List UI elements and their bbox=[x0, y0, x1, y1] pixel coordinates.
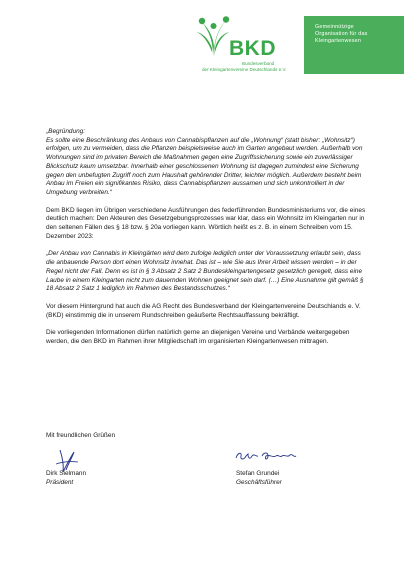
signature-stefan-grundei bbox=[234, 448, 314, 464]
plant-leaves-icon bbox=[196, 16, 230, 56]
organization-band bbox=[304, 16, 404, 74]
logo-text: BKD bbox=[229, 37, 276, 60]
paragraph-distribution: Die vorliegenden Informationen dürfen natürlich gerne an diejenigen Vereine und Verbände weitergegeben werden, die den BKD im Rahmen ihrer Mitgliedschaft im organisierten Kleingartenwesen mittragen. bbox=[46, 329, 350, 346]
letterhead bbox=[0, 0, 404, 90]
signatory-right-name: Stefan Grundei bbox=[236, 470, 280, 477]
tagline-line2: Organisation für das bbox=[315, 31, 368, 38]
quoted-letter-excerpt: „Der Anbau von Cannabis in Kleingärten wird dem zufolge lediglich unter der Voraussetzung erlaubt sein, dass die anbauende Person dort einen Wohnsitz innehat. Das ist – wie Sie aus Ihrer Arbeit wissen werden – in der Regel nicht der Fall. Denn es ist in § 3 Absatz 2 Satz 2 Bundeskleingartengesetz gesetzlich geregelt, dass eine Laube in einem Kleingarten nicht zum dauernden Wohnen geeignet sein darf. (…) Eine Ausnahme gilt gemäß § 18 Absatz 2 Satz 1 lediglich im Rahmen des Bestandsschutzes.“ bbox=[46, 250, 364, 293]
paragraph-ministry: Dem BKD liegen im Übrigen verschiedene Ausführungen des federführenden Bundesministeriums vor, die eines deutlich machen: Den Akteuren des Gesetzgebungsprozesses war klar, dass ein Wohnsitz im Kleingarten nur in den seltenen Fällen des § 18 bzw. § 20a vorliegen kann. Wörtlich heißt es z. B. in einem Schreiben vom 15. Dezember 2023: bbox=[46, 206, 366, 240]
signatory-right-role: Geschäftsführer bbox=[236, 479, 282, 486]
bkd-logo bbox=[196, 16, 296, 72]
tagline-line1: Gemeinnützige bbox=[315, 24, 354, 30]
letter-body bbox=[46, 128, 370, 356]
organization-tagline bbox=[315, 24, 368, 46]
logo-subtitle-line1: Bundesverband bbox=[242, 61, 275, 66]
paragraph-ag-recht: Vor diesem Hintergrund hat auch die AG Recht des Bundesverband der Kleingartenvereine Deutschlands e. V. (BKD) einstimmig die in unserem Rundschreiben geäußerte Rechtsauffassung bekräftigt. bbox=[46, 302, 361, 319]
logo-subtitle-line2: der Kleingartenvereine Deutschlands e.V. bbox=[202, 67, 287, 72]
closing-salutation: Mit freundlichen Grüßen bbox=[46, 432, 116, 439]
quoted-justification: „Begründung: Es sollte eine Beschränkung des Anbaus von Cannabispflanzen auf die „Wohnung“ (statt bisher: „Wohnsitz“) erfolgen, um zu vermeiden, dass die Pflanzen beispielsweise auch im Garten angebaut werden. Außerhalb von Wohnungen sind im privaten Bereich die Maßnahmen gegen eine Zugriffssicherung sowie ein zuverlässiger Blickschutz kaum umsetzbar. Innerhalb einer geschlossenen Wohnung ist dagegen zumindest eine Sicherung gegen den unbefugten Zugriff noch zum Haushalt gehörender Dritter, leichter möglich. Außerdem besteht beim Anbau im Freien ein signifikantes Risiko, dass Cannabispflanzen aussamen und sich unkontrolliert in der Umgebung verbreiten.“ bbox=[46, 128, 363, 196]
signatory-left-name: Dirk Sielmann bbox=[46, 470, 87, 477]
signatory-left-role: Präsident bbox=[46, 479, 74, 486]
tagline-line3: Kleingartenwesen bbox=[315, 38, 362, 45]
